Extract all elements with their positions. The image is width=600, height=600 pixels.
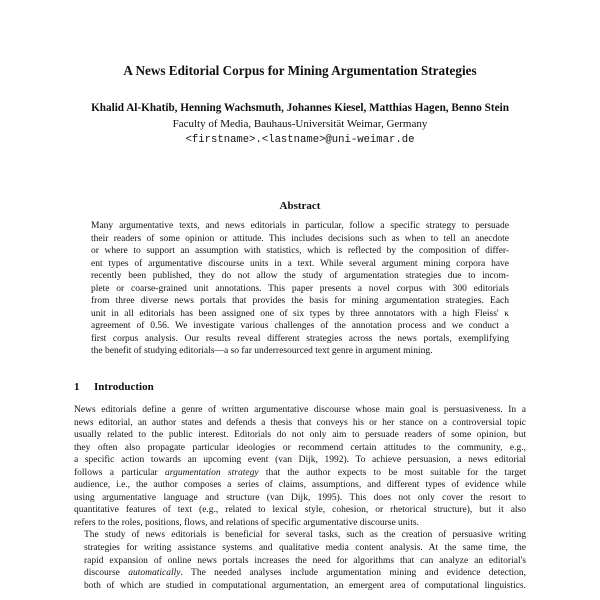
body-line: News editorials define a genre of written argumentative discourse whose main goal is persuasiveness. In a xyxy=(74,405,526,415)
emphasis-term: automatically xyxy=(128,568,181,579)
abstract-line: Many argumentative texts, and news editorials in particular, follow a specific strategy to persuade xyxy=(91,221,509,231)
body-line: The study of news editorials is beneficial for several tasks, such as the creation of persuasive writing xyxy=(84,530,526,541)
body-text: discourse xyxy=(84,568,120,579)
author-list: Khalid Al-Khatib, Henning Wachsmuth, Johannes Kiesel, Matthias Hagen, Benno Stein xyxy=(91,102,509,114)
emphasis-term: argumentation strategy xyxy=(165,467,259,478)
abstract-heading: Abstract xyxy=(279,200,321,212)
body-line-with-emphasis xyxy=(74,467,526,480)
section-title: Introduction xyxy=(94,381,154,393)
abstract-line: agreement of 0.56. We investigate various challenges of the annotation process and we conduct a xyxy=(91,321,509,332)
abstract-line: unit in all editorials has been assigned one of six types by three annotators with a high Fleiss' κ xyxy=(91,308,509,319)
body-line: rapid expansion of online news portals increases the need for algorithms that can analyze an editorial's xyxy=(84,555,526,566)
body-line: using argumentative language and structure (van Dijk, 1995). This does not only cover the resort to xyxy=(74,492,526,503)
body-line: both of which are studied in computational argumentation, an emergent area of computational linguistics. xyxy=(84,580,526,591)
body-line: audience, i.e., the author composes a series of claims, assumptions, and different types of evidence while xyxy=(74,480,526,491)
introduction-body xyxy=(74,404,526,592)
abstract-line: the benefit of studying editorials—a so far underresourced text genre in argument mining. xyxy=(91,346,433,357)
body-line: quantitative features of text (e.g., related to lexical style, cohesion, or rhetorical structure), but it also xyxy=(74,505,526,516)
body-line: a specific action towards an upcoming event (van Dijk, 1992). To achieve persuasion, a news editorial xyxy=(74,455,526,466)
abstract-line: first corpus analysis. Our results reveal different strategies across the news portals, exemplifying xyxy=(91,333,509,344)
paper-title: A News Editorial Corpus for Mining Argumentation Strategies xyxy=(123,63,477,78)
abstract-line: or where to support an assumption with statistics, which is reflected by the composition of differ- xyxy=(91,246,509,257)
body-line: refers to the roles, positions, flows, and relations of specific argumentative discourse units. xyxy=(74,517,419,528)
body-line: strategies for writing assistance systems and qualitative media content analysis. At the same time, the xyxy=(84,543,526,554)
body-line: usually related to the public interest. Editorials do not only aim to persuade readers of some opinion, but xyxy=(74,430,526,441)
abstract-line: from three diverse news portals that provides the basis for mining argumentation strategies. Each xyxy=(91,296,509,307)
body-text: . The needed analyses include argumentation mining and evidence detection, xyxy=(180,568,526,579)
abstract-line: their readers of some opinion or attitude. This includes decisions such as when to tell an anecdote xyxy=(91,233,509,244)
abstract-line: ent types of argumentative discourse units in a text. While several argument mining corpora have xyxy=(91,258,509,269)
body-text: that the author expects to be most suitable for the target xyxy=(258,467,526,478)
body-line: news editorial, an author states and defends a thesis that conveys his or her stance on a controversial topic xyxy=(74,417,526,428)
body-line: they often also propagate particular ideologies or recommend certain attitudes to the community, e.g., xyxy=(74,442,526,453)
section-number: 1 xyxy=(74,381,80,393)
abstract-line: plete or coarse-grained unit annotations. This paper presents a novel corpus with 300 editorials xyxy=(91,283,509,294)
affiliation: Faculty of Media, Bauhaus-Universität Weimar, Germany xyxy=(172,118,428,130)
abstract-line: recently been published, they do not allow the study of argumentation strategies due to incom- xyxy=(91,271,509,282)
section-heading-introduction xyxy=(74,380,524,394)
body-text: follows a particular xyxy=(74,467,158,478)
email-pattern: <firstname>.<lastname>@uni-weimar.de xyxy=(185,134,415,146)
paragraph xyxy=(74,404,526,529)
abstract-body xyxy=(91,220,509,358)
paragraph xyxy=(74,529,526,592)
body-line-with-emphasis xyxy=(74,567,526,580)
